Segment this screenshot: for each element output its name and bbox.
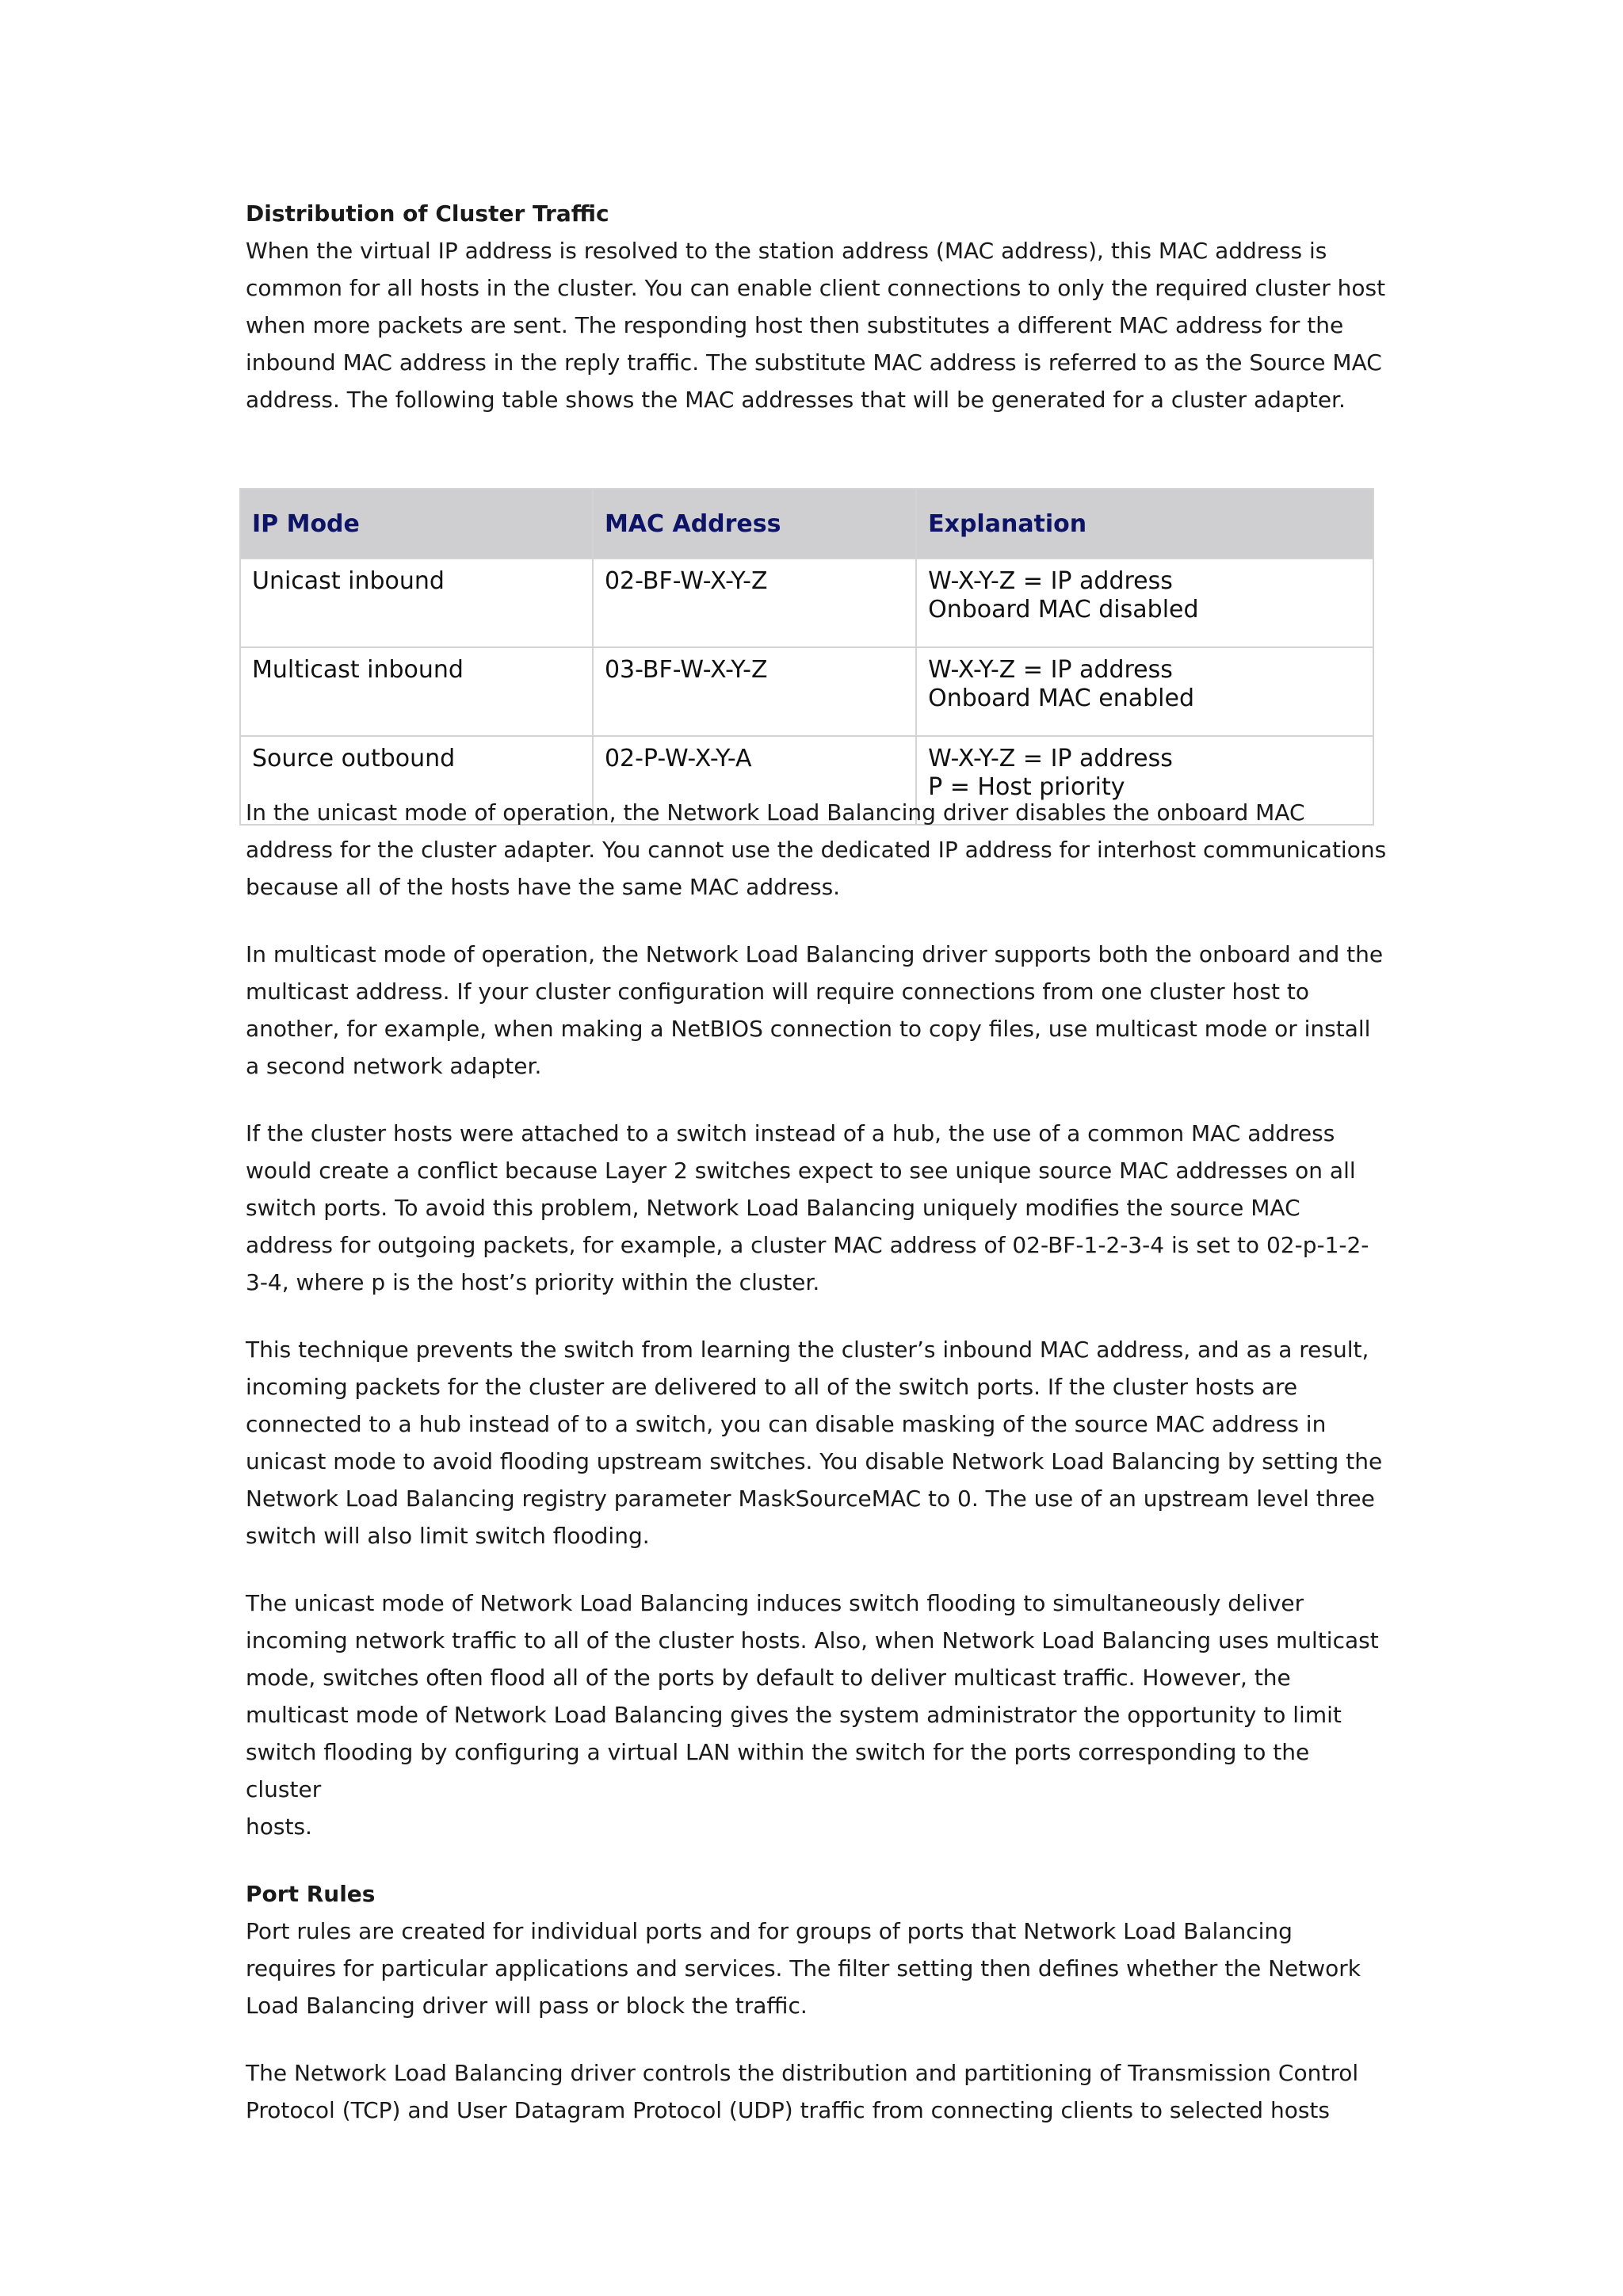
paragraph-flooding	[246, 1585, 1387, 1845]
text-line: address for the cluster adapter. You cannot use the dedicated IP address for interhost communications	[246, 837, 1387, 863]
paragraph-unicast	[246, 794, 1387, 906]
text-line: hosts.	[246, 1814, 312, 1840]
explanation-line: Onboard MAC disabled	[928, 596, 1199, 624]
section-heading-distribution: Distribution of Cluster Traffic	[246, 200, 609, 227]
explanation-line: P = Host priority	[928, 773, 1125, 801]
body-text	[246, 794, 1387, 2129]
text-line: The unicast mode of Network Load Balancing induces switch flooding to simultaneously deliver	[246, 1590, 1304, 1616]
paragraph-driver-control	[246, 2054, 1387, 2129]
header-mac-address: MAC Address	[593, 489, 916, 559]
explanation-line: W-X-Y-Z = IP address	[928, 567, 1173, 595]
table-row	[240, 647, 1373, 736]
text-line: Network Load Balancing registry parameter MaskSourceMAC to 0. The use of an upstream level three	[246, 1486, 1375, 1512]
cell-mac-address: 02-BF-W-X-Y-Z	[593, 559, 916, 647]
text-line: This technique prevents the switch from learning the cluster’s inbound MAC address, and as a result,	[246, 1337, 1369, 1363]
text-line: The Network Load Balancing driver controls the distribution and partitioning of Transmission Control	[246, 2060, 1359, 2086]
text-line: connected to a hub instead of to a switch, you can disable masking of the source MAC address in	[246, 1411, 1327, 1437]
text-line: because all of the hosts have the same MAC address.	[246, 874, 841, 900]
text-line: switch will also limit switch flooding.	[246, 1523, 650, 1549]
text-line: 3-4, where p is the host’s priority within the cluster.	[246, 1269, 820, 1295]
intro-paragraph	[246, 232, 1387, 418]
header-explanation: Explanation	[916, 489, 1373, 559]
explanation-line: W-X-Y-Z = IP address	[928, 745, 1173, 772]
text-line: would create a conflict because Layer 2 switches expect to see unique source MAC addresses on all	[246, 1158, 1356, 1184]
cell-mac-address: 02-P-W-X-Y-A	[593, 736, 916, 825]
cell-ip-mode: Unicast inbound	[240, 559, 593, 647]
section-heading-port-rules: Port Rules	[246, 1881, 376, 1907]
text-line: incoming network traffic to all of the cluster hosts. Also, when Network Load Balancing uses multicast	[246, 1627, 1379, 1653]
text-line: multicast address. If your cluster configuration will require connections from one cluster host to	[246, 978, 1310, 1005]
text-line: When the virtual IP address is resolved to the station address (MAC address), this MAC address is	[246, 238, 1327, 264]
text-line: mode, switches often flood all of the ports by default to deliver multicast traffic. However, the	[246, 1665, 1291, 1691]
text-line: a second network adapter.	[246, 1053, 542, 1079]
text-line: address. The following table shows the MAC addresses that will be generated for a cluster adapter.	[246, 387, 1346, 413]
cell-explanation	[916, 647, 1373, 736]
text-line: requires for particular applications and services. The filter setting then defines whether the Network	[246, 1955, 1361, 1981]
text-line: switch ports. To avoid this problem, Network Load Balancing uniquely modifies the source MAC	[246, 1195, 1300, 1221]
text-line: Port rules are created for individual ports and for groups of ports that Network Load Balancing	[246, 1918, 1293, 1944]
paragraph-switch	[246, 1115, 1387, 1301]
explanation-line: W-X-Y-Z = IP address	[928, 656, 1173, 684]
table-row	[240, 559, 1373, 647]
text-line: common for all hosts in the cluster. You can enable client connections to only the required cluster host	[246, 275, 1386, 301]
text-line: In the unicast mode of operation, the Network Load Balancing driver disables the onboard MAC	[246, 799, 1305, 826]
table-header-row	[240, 489, 1373, 559]
header-ip-mode: IP Mode	[240, 489, 593, 559]
cell-explanation	[916, 559, 1373, 647]
cell-ip-mode: Multicast inbound	[240, 647, 593, 736]
cell-mac-address: 03-BF-W-X-Y-Z	[593, 647, 916, 736]
paragraph-multicast	[246, 936, 1387, 1085]
text-line: In multicast mode of operation, the Network Load Balancing driver supports both the onboard and the	[246, 941, 1384, 967]
cell-ip-mode: Source outbound	[240, 736, 593, 825]
paragraph-port-rules	[246, 1913, 1387, 2024]
paragraph-technique	[246, 1331, 1387, 1554]
text-line: switch flooding by configuring a virtual LAN within the switch for the ports corresponding to the cluster	[246, 1739, 1310, 1802]
text-line: another, for example, when making a NetBIOS connection to copy files, use multicast mode or install	[246, 1016, 1371, 1042]
mac-address-table	[239, 488, 1374, 826]
text-line: unicast mode to avoid flooding upstream switches. You disable Network Load Balancing by setting the	[246, 1448, 1383, 1474]
text-line: multicast mode of Network Load Balancing gives the system administrator the opportunity to limit	[246, 1702, 1342, 1728]
text-line: incoming packets for the cluster are delivered to all of the switch ports. If the cluster hosts are	[246, 1374, 1298, 1400]
text-line: Protocol (TCP) and User Datagram Protocol (UDP) traffic from connecting clients to selected hosts	[246, 2097, 1330, 2123]
explanation-line: Onboard MAC enabled	[928, 685, 1194, 712]
text-line: If the cluster hosts were attached to a switch instead of a hub, the use of a common MAC address	[246, 1120, 1335, 1146]
text-line: Load Balancing driver will pass or block the traffic.	[246, 1993, 808, 2019]
text-line: address for outgoing packets, for example, a cluster MAC address of 02-BF-1-2-3-4 is set to 02-p-1-2-	[246, 1232, 1369, 1258]
text-line: when more packets are sent. The responding host then substitutes a different MAC address for the	[246, 312, 1344, 338]
text-line: inbound MAC address in the reply traffic. The substitute MAC address is referred to as the Source MAC	[246, 349, 1382, 376]
section-distribution	[246, 195, 1387, 418]
